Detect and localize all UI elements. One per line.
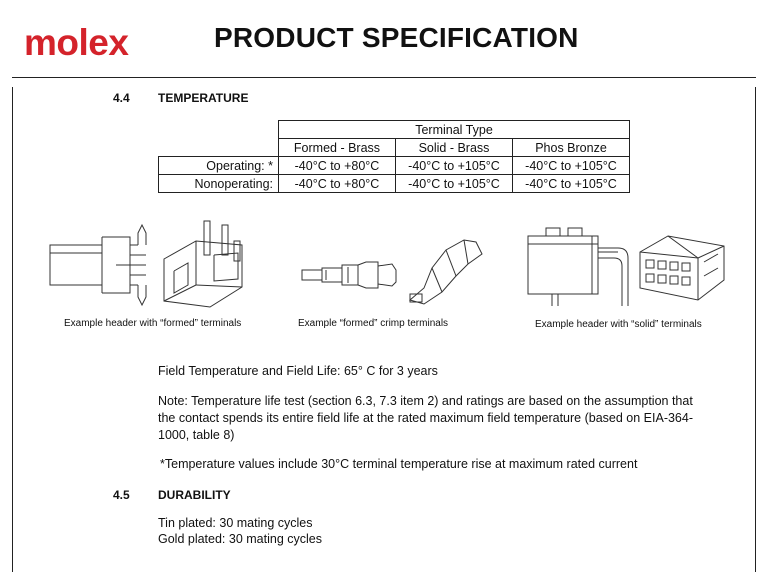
crimp-terminal-drawing bbox=[296, 232, 496, 312]
table-cell: -40°C to +105°C bbox=[513, 157, 630, 175]
table-cell: -40°C to +105°C bbox=[396, 175, 513, 193]
column-header: Phos Bronze bbox=[513, 139, 630, 157]
table-row bbox=[159, 157, 630, 175]
table-cell: -40°C to +80°C bbox=[279, 175, 396, 193]
header-divider bbox=[12, 77, 756, 78]
temperature-footnote: *Temperature values include 30°C terminal temperature rise at maximum rated current bbox=[160, 457, 638, 471]
note-line: Note: Temperature life test (section 6.3, 7.3 item 2) and ratings are based on the assumption that bbox=[158, 394, 693, 408]
figure-caption: Example “formed” crimp terminals bbox=[298, 318, 449, 329]
table-cell: -40°C to +105°C bbox=[396, 157, 513, 175]
table-cell: -40°C to +80°C bbox=[279, 157, 396, 175]
note-line: the contact spends its entire field life at the rated maximum field temperature (based on EIA-364- bbox=[158, 411, 693, 425]
column-header: Solid - Brass bbox=[396, 139, 513, 157]
section-title: DURABILITY bbox=[158, 488, 231, 502]
section-number: 4.4 bbox=[113, 91, 130, 105]
table-column-header-row bbox=[159, 139, 630, 157]
table-cell: -40°C to +105°C bbox=[513, 175, 630, 193]
row-label: Operating: * bbox=[159, 157, 279, 175]
solid-header-drawing bbox=[522, 222, 732, 312]
section-title: TEMPERATURE bbox=[158, 91, 249, 105]
section-number: 4.5 bbox=[113, 488, 130, 502]
table-row bbox=[159, 175, 630, 193]
column-header: Formed - Brass bbox=[279, 139, 396, 157]
page-title: PRODUCT SPECIFICATION bbox=[214, 22, 579, 53]
molex-logo: molex bbox=[24, 22, 129, 63]
row-label: Nonoperating: bbox=[159, 175, 279, 193]
figure-caption: Example header with “solid” terminals bbox=[535, 319, 702, 330]
field-life-text: Field Temperature and Field Life: 65° C for 3 years bbox=[158, 364, 438, 378]
terminal-type-header: Terminal Type bbox=[279, 121, 630, 139]
formed-header-drawing bbox=[46, 215, 276, 315]
figure-caption: Example header with “formed” terminals bbox=[64, 318, 242, 329]
table-group-header-row bbox=[159, 121, 630, 139]
note-line: 1000, table 8) bbox=[158, 428, 235, 442]
temperature-table bbox=[158, 120, 630, 193]
durability-line: Tin plated: 30 mating cycles bbox=[158, 516, 313, 530]
durability-line: Gold plated: 30 mating cycles bbox=[158, 532, 322, 546]
